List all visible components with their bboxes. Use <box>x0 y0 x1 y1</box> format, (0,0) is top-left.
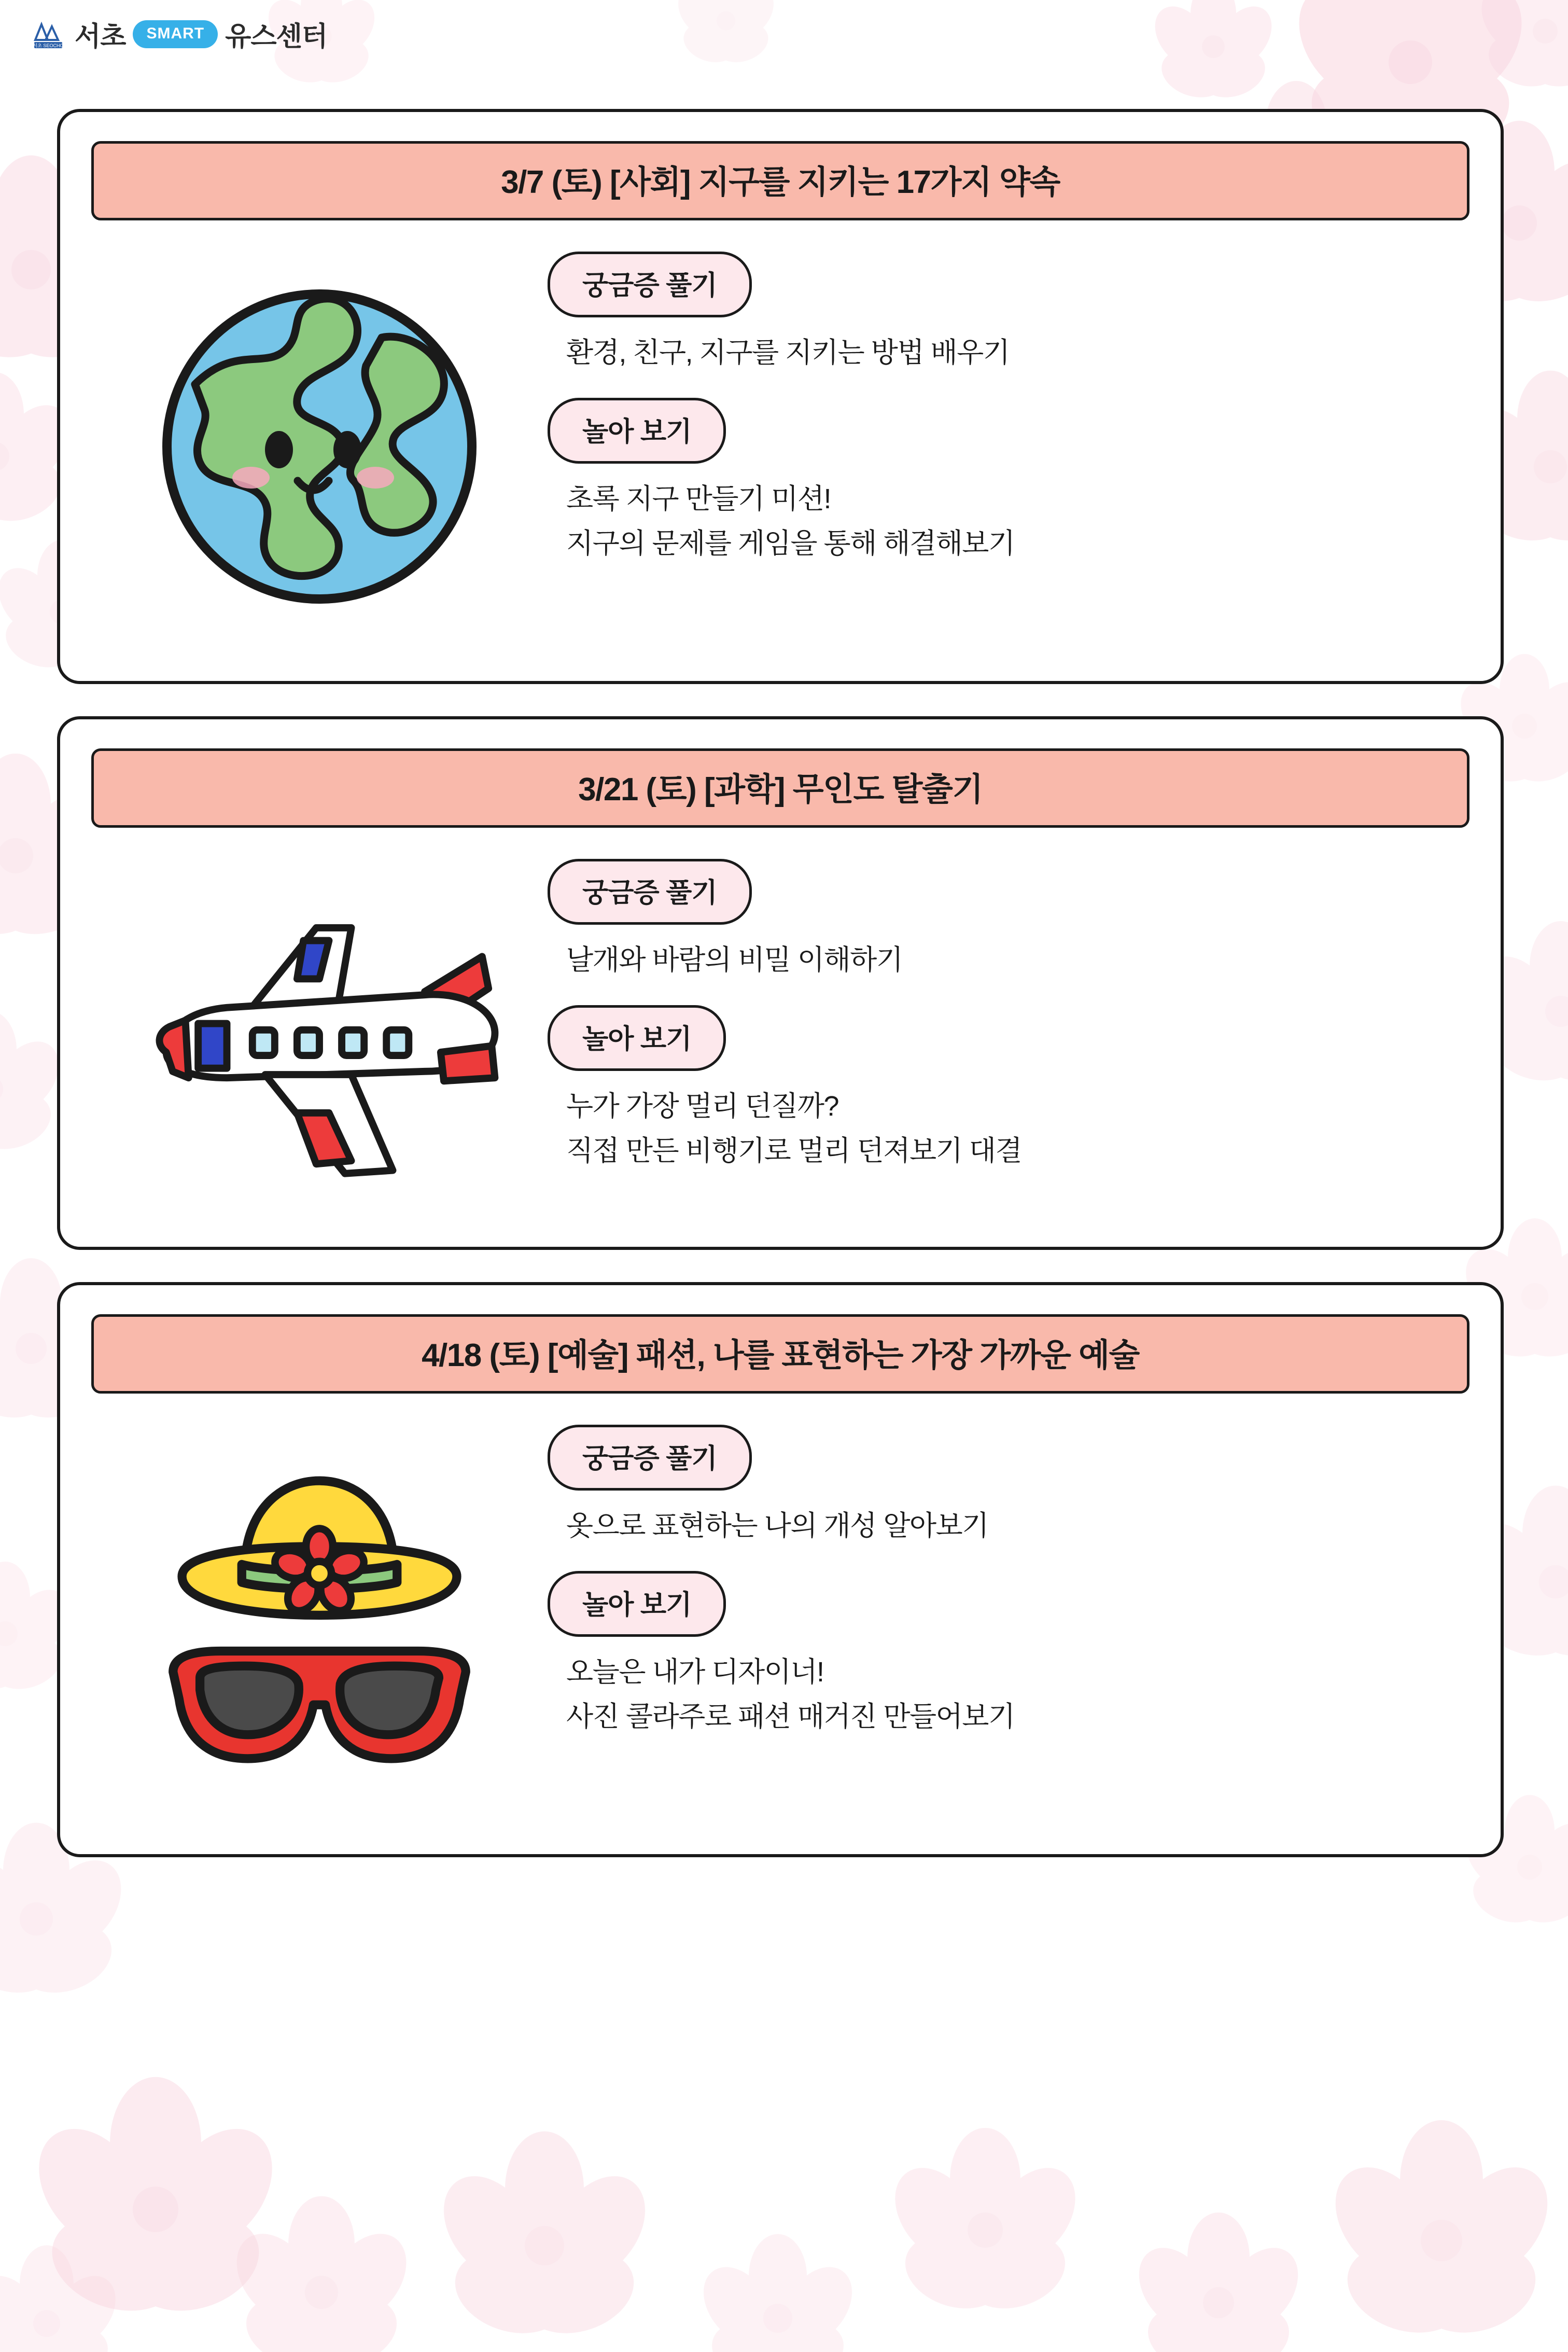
brand-suffix: 유스센터 <box>225 22 328 52</box>
play-tag: 놀아 보기 <box>548 1005 726 1071</box>
program-title: 3/21 (토) [과학] 무인도 탈출기 <box>91 748 1469 828</box>
play-text-line-1: 누가 가장 멀리 던질까? <box>566 1090 839 1122</box>
hat-and-sunglasses-icon <box>91 1417 548 1822</box>
play-text-line-2: 사진 콜라주로 패션 매거진 만들어보기 <box>566 1701 1015 1733</box>
curiosity-text: 날개와 바람의 비밀 이해하기 <box>566 944 903 976</box>
earth-character-icon <box>91 244 548 649</box>
program-details <box>548 852 1469 1171</box>
curiosity-tag: 궁금증 풀기 <box>548 252 752 317</box>
brand-title <box>75 15 327 53</box>
program-card-list <box>57 109 1504 1857</box>
curiosity-tag: 궁금증 풀기 <box>548 859 752 925</box>
curiosity-tag: 궁금증 풀기 <box>548 1425 752 1491</box>
seocho-mountain-logo-icon <box>31 17 65 51</box>
svg-text:서초 SEOCHO: 서초 SEOCHO <box>33 43 64 48</box>
program-details <box>548 244 1469 564</box>
brand-prefix: 서초 <box>75 22 126 52</box>
play-tag: 놀아 보기 <box>548 1571 726 1637</box>
program-card <box>57 716 1504 1250</box>
play-text-line-2: 지구의 문제를 게임을 통해 해결해보기 <box>566 528 1015 560</box>
program-card <box>57 109 1504 684</box>
curiosity-text: 옷으로 표현하는 나의 개성 알아보기 <box>566 1510 988 1541</box>
curiosity-text: 환경, 친구, 지구를 지키는 방법 배우기 <box>566 337 1010 368</box>
play-tag: 놀아 보기 <box>548 398 726 464</box>
program-details <box>548 1417 1469 1737</box>
play-text-line-1: 오늘은 내가 디자이너! <box>566 1656 824 1688</box>
play-text-line-2: 직접 만든 비행기로 멀리 던져보기 대결 <box>566 1135 1022 1167</box>
airplane-icon <box>91 852 548 1215</box>
smart-badge: SMART <box>133 20 218 48</box>
program-title: 3/7 (토) [사회] 지구를 지키는 17가지 약속 <box>91 141 1469 220</box>
program-title: 4/18 (토) [예술] 패션, 나를 표현하는 가장 가까운 예술 <box>91 1314 1469 1394</box>
site-header <box>31 15 327 53</box>
program-card <box>57 1282 1504 1857</box>
play-text-line-1: 초록 지구 만들기 미션! <box>566 483 831 514</box>
